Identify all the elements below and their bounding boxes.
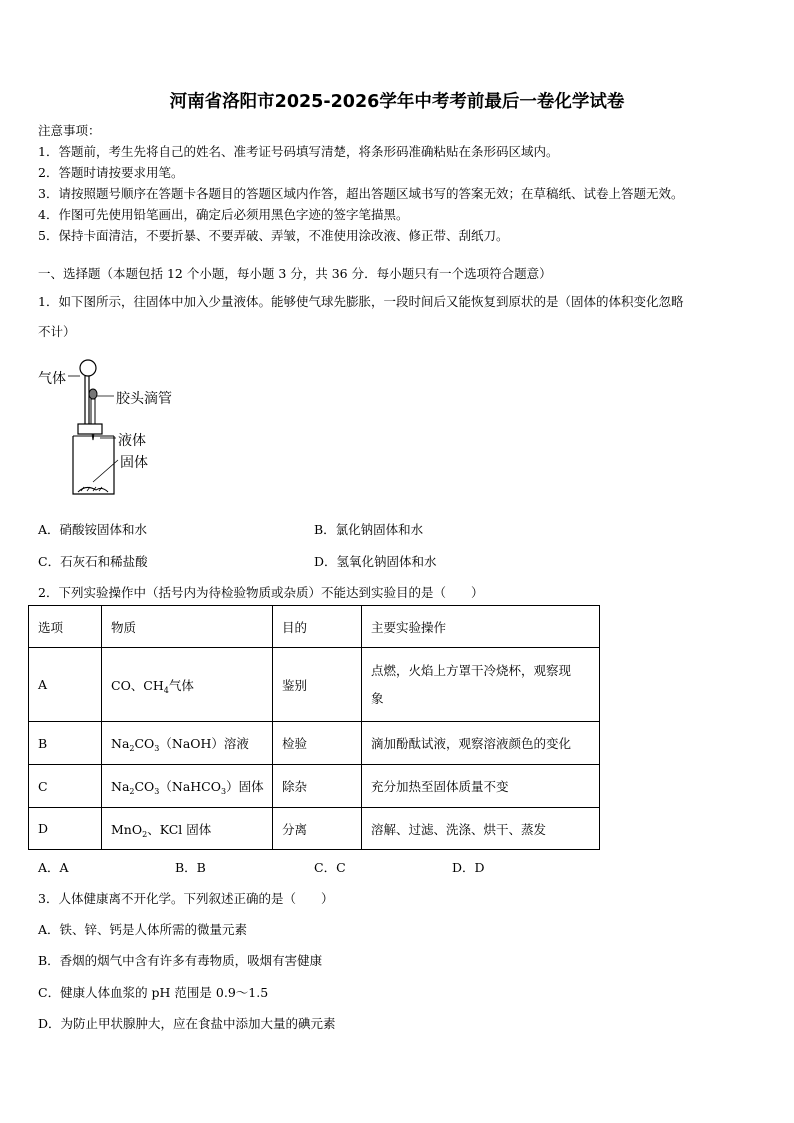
table-cell: C — [29, 765, 102, 808]
question-2-stem: 2．下列实验操作中（括号内为待检验物质或杂质）不能达到实验目的是（ ） — [38, 585, 484, 600]
table-header: 目的 — [273, 606, 362, 648]
table-header-row — [29, 606, 600, 648]
dropper-label: 胶头滴管 — [116, 391, 172, 407]
q1-option-c: C．石灰石和稀盐酸 — [38, 554, 148, 569]
table-cell: 除杂 — [273, 765, 362, 808]
gas-label: 气体 — [38, 371, 66, 387]
q3-option-a: A．铁、锌、钙是人体所需的微量元素 — [38, 922, 248, 937]
table-cell: B — [29, 722, 102, 765]
table-cell: 滴加酚酞试液，观察溶液颜色的变化 — [362, 722, 600, 765]
page-title: 河南省洛阳市2025-2026学年中考考前最后一卷化学试卷 — [169, 92, 625, 112]
note-item: 5．保持卡面清洁，不要折暴、不要弄破、弄皱，不准使用涂改液、修正带、刮纸刀。 — [38, 228, 509, 243]
table-cell: $Na_2CO_3(NaOH)$溶液 — [102, 722, 273, 765]
question-1-stem: 1．如下图所示，往固体中加入少量液体。能够使气球先膨胀，一段时间后又能恢复到原状的是（固体的体积变化忽略 — [38, 294, 684, 309]
note-item: 3．请按照题号顺序在答题卡各题目的答题区域内作答，超出答题区域书写的答案无效；在草稿纸、试卷上答题无效。 — [38, 186, 684, 201]
table-header: 主要实验操作 — [362, 606, 600, 648]
question-3-stem: 3．人体健康离不开化学。下列叙述正确的是（ ） — [38, 891, 334, 906]
table-cell: D — [29, 808, 102, 850]
q2-option-b: B．B — [175, 860, 206, 875]
liquid-label: 液体 — [118, 433, 146, 449]
q3-option-b: B．香烟的烟气中含有许多有毒物质，吸烟有害健康 — [38, 953, 323, 968]
notes-heading: 注意事项： — [38, 123, 101, 138]
q1-option-d: D．氢氧化钠固体和水 — [314, 554, 437, 569]
table-cell: 点燃，火焰上方罩干冷烧杯，观察现 象 — [362, 648, 600, 722]
table-row — [29, 722, 600, 765]
table-header: 物质 — [102, 606, 273, 648]
q1-option-a: A．硝酸铵固体和水 — [38, 522, 148, 537]
table-cell: A — [29, 648, 102, 722]
apparatus-diagram — [38, 358, 188, 498]
table-cell: CO、$CH_4$气体 — [102, 648, 273, 722]
table-row — [29, 648, 600, 722]
table-header: 选项 — [29, 606, 102, 648]
solid-label: 固体 — [120, 455, 148, 471]
table-row — [29, 808, 600, 850]
note-item: 2．答题时请按要求用笔。 — [38, 165, 184, 180]
table-row — [29, 765, 600, 808]
note-item: 1．答题前，考生先将自己的姓名、准考证号码填写清楚，将条形码准确粘贴在条形码区域内。 — [38, 144, 559, 159]
q2-option-d: D．D — [452, 860, 485, 875]
table-cell: 检验 — [273, 722, 362, 765]
table-cell: $Na_2CO_3(NaHCO_3)$固体 — [102, 765, 273, 808]
table-cell: 充分加热至固体质量不变 — [362, 765, 600, 808]
q2-option-c: C．C — [314, 860, 346, 875]
q1-option-b: B．氯化钠固体和水 — [314, 522, 424, 537]
table-cell: 鉴别 — [273, 648, 362, 722]
table-cell: MnO$_2$、KCl 固体 — [102, 808, 273, 850]
section-heading: 一、选择题（本题包括 12 个小题，每小题 3 分，共 36 分．每小题只有一个选项符合题意） — [38, 266, 552, 281]
q3-option-c: C．健康人体血浆的 pH 范围是 0.9～1.5 — [38, 985, 269, 1000]
table-cell: 溶解、过滤、洗涤、烘干、蒸发 — [362, 808, 600, 850]
q2-table — [28, 605, 600, 850]
q3-option-d: D．为防止甲状腺肿大，应在食盐中添加大量的碘元素 — [38, 1016, 336, 1031]
note-item: 4．作图可先使用铅笔画出，确定后必须用黑色字迹的签字笔描黑。 — [38, 207, 409, 222]
q2-option-a: A．A — [38, 860, 69, 875]
question-1-stem-cont: 不计） — [38, 324, 76, 339]
table-cell: 分离 — [273, 808, 362, 850]
